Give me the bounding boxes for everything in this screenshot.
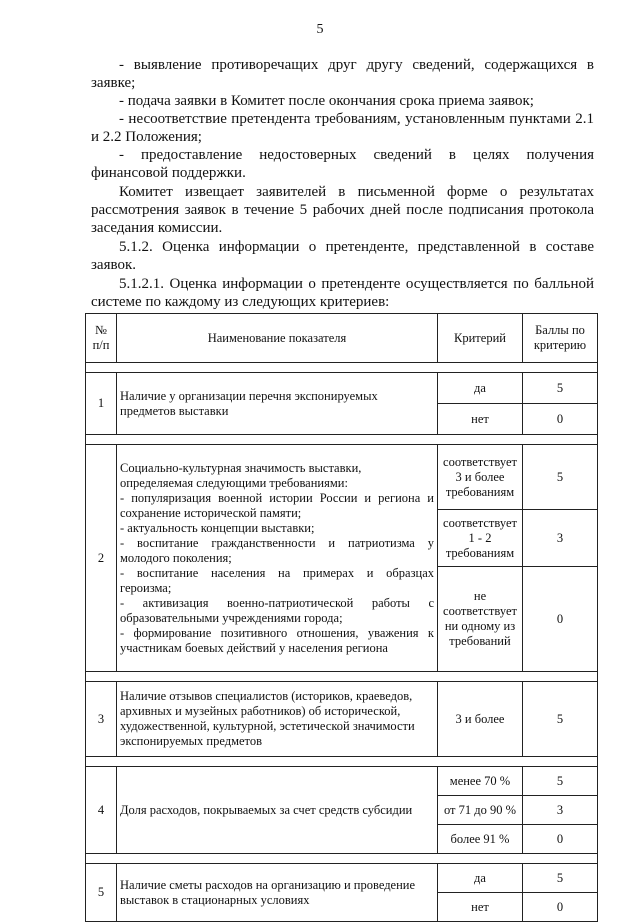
- row-name: Наличие сметы расходов на организацию и проведение выставок в стационарных условиях: [117, 864, 438, 922]
- header-num: № п/п: [86, 314, 117, 363]
- row-name: Наличие отзывов специалистов (историков, краеведов, архивных и музейных работников) об исторической, художественной, культурной, эстетической значимости экспонируемых предметов: [117, 682, 438, 757]
- row-score: 5: [523, 767, 598, 796]
- row-criterion: соответствует 1 - 2 требованиям: [438, 510, 523, 567]
- header-name: Наименование показателя: [117, 314, 438, 363]
- requirement-line: образовательными учреждениями города;: [120, 610, 343, 625]
- row-num: 3: [86, 682, 117, 757]
- row-criterion: нет: [438, 893, 523, 922]
- header-criterion: Критерий: [438, 314, 523, 363]
- requirement-line: - актуальность концепции выставки;: [120, 520, 315, 535]
- requirement-line: - воспитание гражданственности и патриотизма у: [120, 535, 434, 550]
- row-criterion: от 71 до 90 %: [438, 796, 523, 825]
- row-score: 5: [523, 864, 598, 893]
- row-score: 0: [523, 825, 598, 854]
- paragraph-4: - предоставление недостоверных сведений в целях получения финансовой поддержки.: [91, 147, 594, 181]
- row-score: 5: [523, 373, 598, 404]
- row-score: 3: [523, 796, 598, 825]
- table-row: [86, 445, 598, 510]
- paragraph-2: - подача заявки в Комитет после окончания срока приема заявок;: [119, 93, 534, 109]
- row-criterion: да: [438, 864, 523, 893]
- paragraph-5: Комитет извещает заявителей в письменной форме о результатах рассмотрения заявок в течение 5 рабочих дней после подписания протокола заседания комиссии.: [91, 184, 594, 236]
- row-score: 0: [523, 893, 598, 922]
- row-criterion: более 91 %: [438, 825, 523, 854]
- row-score: 5: [523, 445, 598, 510]
- table-row: [86, 373, 598, 404]
- requirement-line: определяемая следующими требованиями:: [120, 475, 348, 490]
- requirement-line: молодого поколения;: [120, 550, 232, 565]
- page-number: 5: [316, 22, 324, 37]
- requirement-line: героизма;: [120, 580, 172, 595]
- requirement-line: Социально-культурная значимость выставки,: [120, 460, 362, 475]
- table-row: [86, 767, 598, 796]
- header-score: Баллы по критерию: [523, 314, 598, 363]
- paragraph-3: - несоответствие претендента требованиям, установленным пунктами 2.1 и 2.2 Положения;: [91, 111, 594, 145]
- row-criterion: соответствует 3 и более требованиям: [438, 445, 523, 510]
- requirement-line: - активизация военно-патриотической работы с: [120, 595, 434, 610]
- requirement-line: - популяризация военной истории России и региона и: [120, 490, 434, 505]
- table-row: [86, 682, 598, 757]
- table-header-row: [86, 314, 598, 363]
- row-name: Доля расходов, покрываемых за счет средств субсидии: [117, 767, 438, 854]
- row-num: 2: [86, 445, 117, 672]
- requirement-line: - воспитание населения на примерах и образцах: [120, 565, 434, 580]
- paragraph-7: 5.1.2.1. Оценка информации о претенденте осуществляется по балльной системе по каждому из следующих критериев:: [91, 276, 594, 310]
- row-score: 5: [523, 682, 598, 757]
- row-criterion: 3 и более: [438, 682, 523, 757]
- row-score: 0: [523, 567, 598, 672]
- row-score: 0: [523, 404, 598, 435]
- criteria-table: [85, 313, 598, 922]
- requirement-line: участникам боевых действий у населения региона: [120, 640, 388, 655]
- requirement-line: - формирование позитивного отношения, уважения к: [120, 625, 434, 640]
- body-text: [91, 56, 594, 311]
- row-criterion: нет: [438, 404, 523, 435]
- paragraph-6: 5.1.2. Оценка информации о претенденте, представленной в составе заявок.: [91, 239, 594, 273]
- row-criterion: не соответствует ни одному из требований: [438, 567, 523, 672]
- row-criterion: менее 70 %: [438, 767, 523, 796]
- row-name-requirements: [117, 445, 438, 672]
- row-num: 1: [86, 373, 117, 435]
- row-criterion: да: [438, 373, 523, 404]
- row-num: 5: [86, 864, 117, 922]
- row-num: 4: [86, 767, 117, 854]
- table-row: [86, 864, 598, 893]
- row-score: 3: [523, 510, 598, 567]
- requirement-line: сохранение исторической памяти;: [120, 505, 302, 520]
- row-name: Наличие у организации перечня экспонируемых предметов выставки: [117, 373, 438, 435]
- paragraph-1: - выявление противоречащих друг другу сведений, содержащихся в заявке;: [91, 57, 594, 91]
